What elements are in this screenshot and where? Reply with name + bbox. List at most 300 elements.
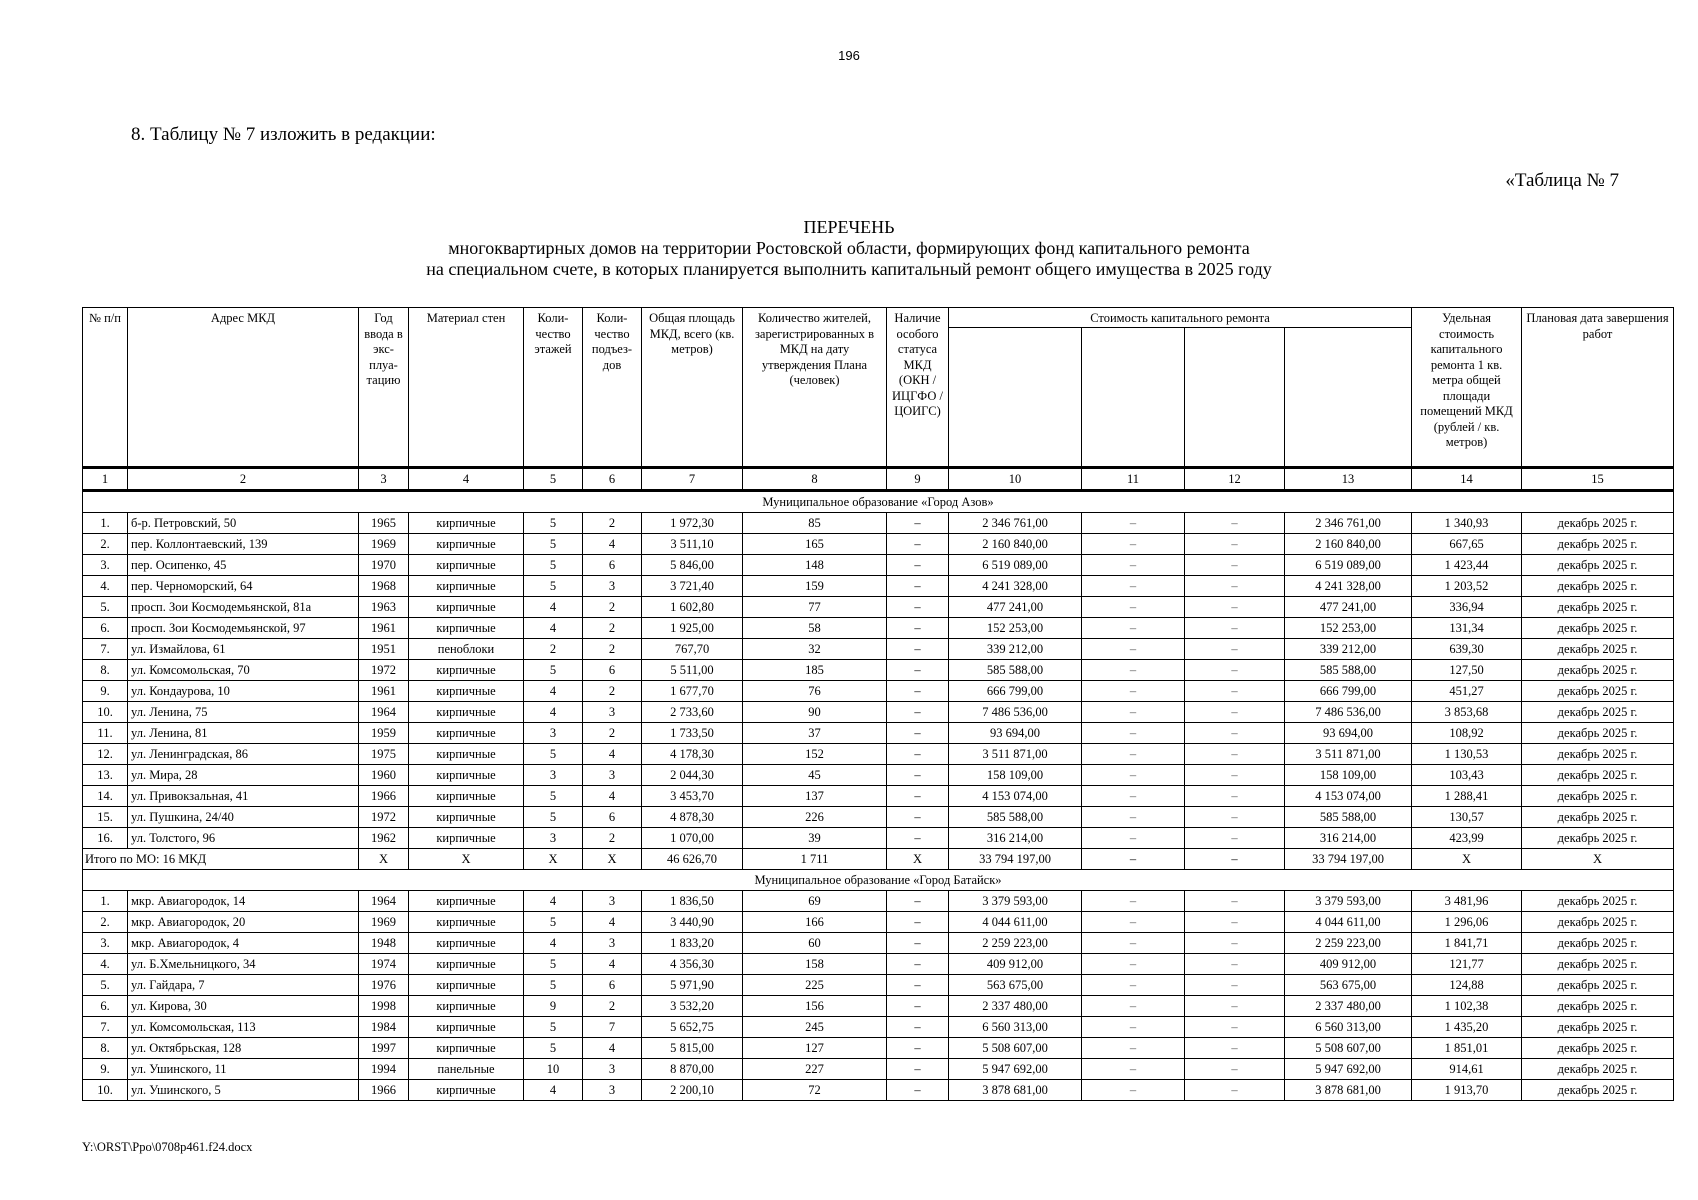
address-cell: мкр. Авиагородок, 4 [128,933,359,954]
row-number-cell: 10. [83,1080,128,1101]
floors-cell: 4 [524,1080,583,1101]
cost-col-11-cell: – [1082,1038,1185,1059]
floors-cell: 3 [524,828,583,849]
completion-date-cell: декабрь 2025 г. [1522,807,1674,828]
year-built-cell: 1969 [359,912,409,933]
table-row [83,954,1674,975]
floors-cell: 5 [524,912,583,933]
header-cost-sub-2 [1082,328,1185,468]
special-status-cell: – [887,996,949,1017]
residents-cell: 166 [743,912,887,933]
table-row [83,513,1674,534]
cost-col-11-cell: – [1082,702,1185,723]
total-cell: Х [524,849,583,870]
cost-col-11-cell: – [1082,954,1185,975]
cost-col-12-cell: – [1185,765,1285,786]
table-row [83,618,1674,639]
cost-col-11-cell: – [1082,597,1185,618]
total-area-cell: 1 972,30 [642,513,743,534]
year-built-cell: 1994 [359,1059,409,1080]
wall-material-cell: кирпичные [409,660,524,681]
special-status-cell: – [887,828,949,849]
residents-cell: 39 [743,828,887,849]
unit-cost-cell: 3 481,96 [1412,891,1522,912]
residents-cell: 158 [743,954,887,975]
address-cell: мкр. Авиагородок, 20 [128,912,359,933]
cost-col-12-cell: – [1185,534,1285,555]
entrances-cell: 4 [583,786,642,807]
row-number-cell: 8. [83,660,128,681]
entrances-cell: 3 [583,576,642,597]
total-cell: Х [583,849,642,870]
wall-material-cell: кирпичные [409,933,524,954]
cost-col-13-cell: 3 878 681,00 [1285,1080,1412,1101]
year-built-cell: 1965 [359,513,409,534]
table-row [83,891,1674,912]
table-row [83,1017,1674,1038]
table-row [83,555,1674,576]
table-row [83,1059,1674,1080]
completion-date-cell: декабрь 2025 г. [1522,618,1674,639]
cost-col-11-cell: – [1082,555,1185,576]
residents-cell: 245 [743,1017,887,1038]
header-status: Наличие особого статуса МКД (ОКН / ИЦГФО / ЦОИГС) [887,308,949,468]
total-area-cell: 5 815,00 [642,1038,743,1059]
cost-col-11-cell: – [1082,786,1185,807]
cost-total-cell: 3 878 681,00 [949,1080,1082,1101]
floors-cell: 5 [524,660,583,681]
wall-material-cell: кирпичные [409,513,524,534]
cost-col-12-cell: – [1185,1017,1285,1038]
cost-col-12-cell: – [1185,723,1285,744]
address-cell: ул. Комсомольская, 70 [128,660,359,681]
cost-col-12-cell: – [1185,555,1285,576]
entrances-cell: 2 [583,639,642,660]
residents-cell: 85 [743,513,887,534]
floors-cell: 5 [524,576,583,597]
wall-material-cell: кирпичные [409,786,524,807]
wall-material-cell: кирпичные [409,1017,524,1038]
total-area-cell: 5 652,75 [642,1017,743,1038]
cost-col-12-cell: – [1185,660,1285,681]
residents-cell: 90 [743,702,887,723]
total-cell: – [1082,849,1185,870]
header-cost-sub-3 [1185,328,1285,468]
address-cell: ул. Октябрьская, 128 [128,1038,359,1059]
cost-col-12-cell: – [1185,807,1285,828]
instruction-text: 8. Таблицу № 7 изложить в редакции: [131,124,436,145]
cost-total-cell: 93 694,00 [949,723,1082,744]
document-heading [0,217,1698,280]
address-cell: ул. Ушинского, 5 [128,1080,359,1101]
cost-col-12-cell: – [1185,744,1285,765]
row-number-cell: 8. [83,1038,128,1059]
cost-total-cell: 152 253,00 [949,618,1082,639]
unit-cost-cell: 121,77 [1412,954,1522,975]
cost-col-12-cell: – [1185,576,1285,597]
cost-col-12-cell: – [1185,1059,1285,1080]
residents-cell: 76 [743,681,887,702]
completion-date-cell: декабрь 2025 г. [1522,555,1674,576]
wall-material-cell: кирпичные [409,765,524,786]
row-number-cell: 14. [83,786,128,807]
special-status-cell: – [887,891,949,912]
floors-cell: 5 [524,975,583,996]
wall-material-cell: кирпичные [409,555,524,576]
completion-date-cell: декабрь 2025 г. [1522,954,1674,975]
completion-date-cell: декабрь 2025 г. [1522,744,1674,765]
special-status-cell: – [887,597,949,618]
special-status-cell: – [887,702,949,723]
year-built-cell: 1984 [359,1017,409,1038]
total-area-cell: 2 200,10 [642,1080,743,1101]
entrances-cell: 6 [583,660,642,681]
entrances-cell: 4 [583,744,642,765]
cost-col-11-cell: – [1082,807,1185,828]
residents-cell: 225 [743,975,887,996]
total-area-cell: 1 836,50 [642,891,743,912]
row-number-cell: 4. [83,954,128,975]
cost-total-cell: 2 337 480,00 [949,996,1082,1017]
address-cell: просп. Зои Космодемьянской, 81а [128,597,359,618]
cost-col-12-cell: – [1185,996,1285,1017]
unit-cost-cell: 1 423,44 [1412,555,1522,576]
cost-col-13-cell: 4 241 328,00 [1285,576,1412,597]
cost-col-11-cell: – [1082,576,1185,597]
floors-cell: 5 [524,555,583,576]
header-cost-sub-4 [1285,328,1412,468]
residents-cell: 148 [743,555,887,576]
cost-total-cell: 7 486 536,00 [949,702,1082,723]
entrances-cell: 3 [583,933,642,954]
table-row [83,765,1674,786]
page-number: 196 [838,48,860,63]
completion-date-cell: декабрь 2025 г. [1522,891,1674,912]
wall-material-cell: кирпичные [409,681,524,702]
year-built-cell: 1976 [359,975,409,996]
wall-material-cell: панельные [409,1059,524,1080]
cost-col-11-cell: – [1082,975,1185,996]
cost-col-11-cell: – [1082,534,1185,555]
table-row [83,1080,1674,1101]
special-status-cell: – [887,576,949,597]
cost-col-11-cell: – [1082,1080,1185,1101]
cost-col-12-cell: – [1185,786,1285,807]
table-row [83,828,1674,849]
entrances-cell: 3 [583,1059,642,1080]
completion-date-cell: декабрь 2025 г. [1522,639,1674,660]
unit-cost-cell: 130,57 [1412,807,1522,828]
cost-col-13-cell: 2 346 761,00 [1285,513,1412,534]
unit-cost-cell: 1 913,70 [1412,1080,1522,1101]
unit-cost-cell: 1 435,20 [1412,1017,1522,1038]
wall-material-cell: кирпичные [409,807,524,828]
total-cell: 46 626,70 [642,849,743,870]
address-cell: ул. Толстого, 96 [128,828,359,849]
completion-date-cell: декабрь 2025 г. [1522,1080,1674,1101]
column-number-cell: 8 [743,468,887,491]
cost-total-cell: 4 153 074,00 [949,786,1082,807]
header-unit-cost: Удельная стоимость капитального ремонта 1 кв. метра общей площади помещений МКД (рублей / кв. метров) [1412,308,1522,468]
floors-cell: 5 [524,1017,583,1038]
floors-cell: 5 [524,534,583,555]
special-status-cell: – [887,660,949,681]
table-row [83,1038,1674,1059]
column-number-cell: 11 [1082,468,1185,491]
year-built-cell: 1972 [359,807,409,828]
completion-date-cell: декабрь 2025 г. [1522,597,1674,618]
total-area-cell: 3 453,70 [642,786,743,807]
heading-subtitle-line1: многоквартирных домов на территории Ростовской области, формирующих фонд капитального ремонта [448,238,1250,258]
cost-col-12-cell: – [1185,828,1285,849]
heading-title: ПЕРЕЧЕНЬ [803,217,895,237]
year-built-cell: 1964 [359,891,409,912]
cost-total-cell: 316 214,00 [949,828,1082,849]
row-number-cell: 1. [83,513,128,534]
row-number-cell: 13. [83,765,128,786]
residents-cell: 226 [743,807,887,828]
cost-total-cell: 5 508 607,00 [949,1038,1082,1059]
cost-col-11-cell: – [1082,618,1185,639]
floors-cell: 5 [524,1038,583,1059]
completion-date-cell: декабрь 2025 г. [1522,681,1674,702]
cost-col-13-cell: 2 259 223,00 [1285,933,1412,954]
cost-col-12-cell: – [1185,975,1285,996]
cost-total-cell: 2 346 761,00 [949,513,1082,534]
table-row [83,576,1674,597]
floors-cell: 5 [524,513,583,534]
table-label: «Таблица № 7 [1505,170,1619,191]
completion-date-cell: декабрь 2025 г. [1522,1059,1674,1080]
cost-col-11-cell: – [1082,513,1185,534]
completion-date-cell: декабрь 2025 г. [1522,576,1674,597]
cost-col-11-cell: – [1082,765,1185,786]
row-number-cell: 6. [83,996,128,1017]
wall-material-cell: кирпичные [409,534,524,555]
special-status-cell: – [887,786,949,807]
special-status-cell: – [887,723,949,744]
completion-date-cell: декабрь 2025 г. [1522,660,1674,681]
entrances-cell: 6 [583,807,642,828]
floors-cell: 2 [524,639,583,660]
header-address: Адрес МКД [128,308,359,468]
cost-total-cell: 158 109,00 [949,765,1082,786]
entrances-cell: 4 [583,954,642,975]
column-number-cell: 1 [83,468,128,491]
address-cell: ул. Б.Хмельницкого, 34 [128,954,359,975]
residents-cell: 58 [743,618,887,639]
special-status-cell: – [887,1038,949,1059]
year-built-cell: 1960 [359,765,409,786]
unit-cost-cell: 124,88 [1412,975,1522,996]
unit-cost-cell: 1 130,53 [1412,744,1522,765]
cost-total-cell: 339 212,00 [949,639,1082,660]
total-area-cell: 1 833,20 [642,933,743,954]
total-area-cell: 4 356,30 [642,954,743,975]
cost-col-13-cell: 666 799,00 [1285,681,1412,702]
table-row [83,975,1674,996]
cost-col-13-cell: 6 560 313,00 [1285,1017,1412,1038]
total-area-cell: 2 733,60 [642,702,743,723]
unit-cost-cell: 423,99 [1412,828,1522,849]
wall-material-cell: кирпичные [409,912,524,933]
wall-material-cell: кирпичные [409,828,524,849]
cost-col-13-cell: 5 947 692,00 [1285,1059,1412,1080]
floors-cell: 5 [524,954,583,975]
total-cell: 33 794 197,00 [1285,849,1412,870]
cost-col-13-cell: 6 519 089,00 [1285,555,1412,576]
row-number-cell: 9. [83,681,128,702]
entrances-cell: 2 [583,513,642,534]
unit-cost-cell: 127,50 [1412,660,1522,681]
unit-cost-cell: 1 296,06 [1412,912,1522,933]
wall-material-cell: кирпичные [409,723,524,744]
special-status-cell: – [887,1080,949,1101]
row-number-cell: 11. [83,723,128,744]
cost-col-13-cell: 409 912,00 [1285,954,1412,975]
year-built-cell: 1962 [359,828,409,849]
entrances-cell: 3 [583,702,642,723]
cost-col-13-cell: 563 675,00 [1285,975,1412,996]
table-row [83,534,1674,555]
total-area-cell: 1 925,00 [642,618,743,639]
special-status-cell: – [887,807,949,828]
unit-cost-cell: 667,65 [1412,534,1522,555]
entrances-cell: 4 [583,534,642,555]
row-number-cell: 5. [83,597,128,618]
cost-col-12-cell: – [1185,639,1285,660]
table-row [83,996,1674,1017]
completion-date-cell: декабрь 2025 г. [1522,1038,1674,1059]
table-row [83,807,1674,828]
cost-col-12-cell: – [1185,954,1285,975]
entrances-cell: 2 [583,723,642,744]
address-cell: б-р. Петровский, 50 [128,513,359,534]
special-status-cell: – [887,534,949,555]
year-built-cell: 1961 [359,618,409,639]
year-built-cell: 1961 [359,681,409,702]
special-status-cell: – [887,975,949,996]
header-cost-group: Стоимость капитального ремонта [949,308,1412,328]
total-cell: – [1185,849,1285,870]
heading-subtitle-line2: на специальном счете, в которых планируется выполнить капитальный ремонт общего имущества в 2025 году [426,259,1272,279]
total-cell: 1 711 [743,849,887,870]
cost-total-cell: 409 912,00 [949,954,1082,975]
address-cell: ул. Кирова, 30 [128,996,359,1017]
year-built-cell: 1969 [359,534,409,555]
special-status-cell: – [887,954,949,975]
address-cell: ул. Пушкина, 24/40 [128,807,359,828]
floors-cell: 5 [524,786,583,807]
total-area-cell: 3 721,40 [642,576,743,597]
cost-total-cell: 2 259 223,00 [949,933,1082,954]
residents-cell: 69 [743,891,887,912]
total-area-cell: 2 044,30 [642,765,743,786]
cost-total-cell: 2 160 840,00 [949,534,1082,555]
cost-col-11-cell: – [1082,744,1185,765]
year-built-cell: 1959 [359,723,409,744]
entrances-cell: 6 [583,555,642,576]
wall-material-cell: кирпичные [409,1038,524,1059]
residents-cell: 32 [743,639,887,660]
year-built-cell: 1997 [359,1038,409,1059]
address-cell: ул. Гайдара, 7 [128,975,359,996]
completion-date-cell: декабрь 2025 г. [1522,996,1674,1017]
total-area-cell: 4 878,30 [642,807,743,828]
row-number-cell: 6. [83,618,128,639]
unit-cost-cell: 639,30 [1412,639,1522,660]
municipality-title: Муниципальное образование «Город Азов» [83,491,1674,513]
cost-col-12-cell: – [1185,912,1285,933]
wall-material-cell: пеноблоки [409,639,524,660]
residents-cell: 77 [743,597,887,618]
row-number-cell: 2. [83,534,128,555]
cost-col-11-cell: – [1082,723,1185,744]
total-area-cell: 3 440,90 [642,912,743,933]
total-cell: Х [409,849,524,870]
table-row [83,786,1674,807]
column-number-cell: 6 [583,468,642,491]
residents-cell: 159 [743,576,887,597]
completion-date-cell: декабрь 2025 г. [1522,933,1674,954]
cost-col-12-cell: – [1185,618,1285,639]
special-status-cell: – [887,618,949,639]
cost-col-13-cell: 3 511 871,00 [1285,744,1412,765]
cost-col-13-cell: 7 486 536,00 [1285,702,1412,723]
total-area-cell: 1 677,70 [642,681,743,702]
address-cell: ул. Ленинградская, 86 [128,744,359,765]
unit-cost-cell: 108,92 [1412,723,1522,744]
cost-col-13-cell: 158 109,00 [1285,765,1412,786]
table-row [83,912,1674,933]
completion-date-cell: декабрь 2025 г. [1522,723,1674,744]
entrances-cell: 4 [583,912,642,933]
cost-total-cell: 3 379 593,00 [949,891,1082,912]
entrances-cell: 7 [583,1017,642,1038]
special-status-cell: – [887,744,949,765]
special-status-cell: – [887,933,949,954]
entrances-cell: 6 [583,975,642,996]
wall-material-cell: кирпичные [409,1080,524,1101]
cost-col-12-cell: – [1185,933,1285,954]
cost-col-13-cell: 152 253,00 [1285,618,1412,639]
residents-cell: 185 [743,660,887,681]
entrances-cell: 2 [583,618,642,639]
completion-date-cell: декабрь 2025 г. [1522,534,1674,555]
unit-cost-cell: 3 853,68 [1412,702,1522,723]
special-status-cell: – [887,1017,949,1038]
completion-date-cell: декабрь 2025 г. [1522,786,1674,807]
floors-cell: 5 [524,744,583,765]
address-cell: пер. Коллонтаевский, 139 [128,534,359,555]
row-number-cell: 4. [83,576,128,597]
wall-material-cell: кирпичные [409,975,524,996]
wall-material-cell: кирпичные [409,618,524,639]
table-row [83,597,1674,618]
entrances-cell: 4 [583,1038,642,1059]
row-number-cell: 15. [83,807,128,828]
residents-cell: 156 [743,996,887,1017]
total-area-cell: 1 733,50 [642,723,743,744]
special-status-cell: – [887,555,949,576]
special-status-cell: – [887,639,949,660]
cost-col-11-cell: – [1082,996,1185,1017]
unit-cost-cell: 1 851,01 [1412,1038,1522,1059]
cost-col-12-cell: – [1185,1080,1285,1101]
completion-date-cell: декабрь 2025 г. [1522,765,1674,786]
unit-cost-cell: 1 288,41 [1412,786,1522,807]
cost-total-cell: 585 588,00 [949,807,1082,828]
